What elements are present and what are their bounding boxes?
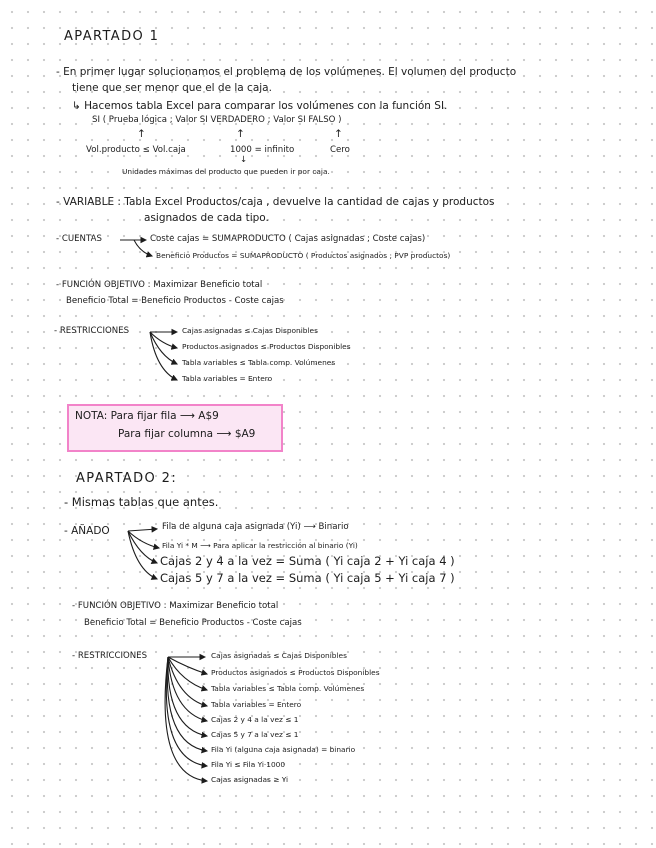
funcion-objetivo-1: - FUNCIÓN OBJETIVO : Maximizar Beneficio total: [56, 280, 263, 290]
coste-cajas: Coste cajas = SUMAPRODUCTO ( Cajas asignadas ; Coste cajas): [150, 234, 426, 244]
restriccion-1-2: Productos asignados ≤ Productos Disponibles: [182, 342, 351, 351]
restriccion-2-1: Cajas asignadas ≤ Cajas Disponibles: [211, 651, 347, 660]
nota-line-2: Para fijar columna ⟶ $A9: [118, 428, 256, 440]
restricciones-label-1: - RESTRICCIONES: [54, 326, 130, 336]
restriccion-2-7: Fila Yi (alguna caja asignada) = binario: [211, 745, 356, 754]
beneficio-productos: Beneficio Productos = SUMAPRODUCTO ( Productos asignados ; PVP productos): [156, 251, 451, 260]
restr2-arrow-6: [168, 657, 207, 736]
variable-line-1: - VARIABLE : Tabla Excel Productos/caja , devuelve la cantidad de cajas y productos: [56, 196, 495, 208]
restriccion-2-8: Fila Yi ≤ Fila Yi·1000: [211, 760, 286, 769]
anado-3: Cajas 2 y 4 a la vez = Suma ( Yi caja 2 + Yi caja 4 ): [160, 554, 455, 568]
restriccion-2-5: Cajas 2 y 4 a la vez ≤ 1: [211, 715, 299, 724]
unidades-line: Unidades máximas del producto que pueden ir por caja.: [122, 167, 330, 176]
apartado1-title: APARTADO 1: [64, 29, 160, 44]
anado-2: Fila Yi * M ⟶ Para aplicar la restricción al binario (Yi): [162, 541, 358, 550]
funcion-objetivo-2: - FUNCIÓN OBJETIVO : Maximizar Beneficio total: [72, 601, 279, 611]
restriccion-2-4: Tabla variables = Entero: [211, 700, 302, 709]
anado-4: Cajas 5 y 7 a la vez = Suma ( Yi caja 5 + Yi caja 7 ): [160, 571, 455, 585]
restriccion-2-6: Cajas 5 y 7 a la vez ≤ 1: [211, 730, 299, 739]
intro-line-1: - En primer lugar solucionamos el problema de los volúmenes. El volumen del producto: [56, 66, 517, 78]
restriccion-1-4: Tabla variables = Entero: [182, 374, 273, 383]
nota-line-1: NOTA: Para fijar fila ⟶ A$9: [75, 410, 219, 422]
anado-arrow-1: [128, 529, 157, 531]
variable-line-2: asignados de cada tipo.: [144, 212, 269, 224]
restricciones-label-2: - RESTRICCIONES: [72, 651, 148, 661]
arrow-up-true: ↑: [236, 128, 245, 140]
si-formula: SI ( Prueba lógica ; Valor SI VERDADERO ; Valor SI FALSO ): [92, 115, 342, 125]
restriccion-2-2: Productos asignados ≤ Productos Disponibles: [211, 668, 380, 677]
cuentas-label: - CUENTAS: [56, 234, 102, 244]
restriccion-1-3: Tabla variables ≤ Tabla comp. Volúmenes: [182, 358, 336, 367]
restr2-arrow-4: [168, 657, 207, 706]
beneficio-total-1: Beneficio Total = Beneficio Productos - Coste cajas: [66, 296, 284, 306]
restr1-arrow-4: [150, 332, 177, 380]
arrow-up-false: ↑: [334, 128, 343, 140]
anado-1: Fila de alguna caja asignada (Yi) ⟶ Binario: [162, 522, 349, 532]
arrow-up-condition: ↑: [137, 128, 146, 140]
beneficio-total-2: Beneficio Total = Beneficio Productos - Coste cajas: [84, 618, 302, 628]
vol-true: 1000 = infinito: [230, 145, 295, 155]
vol-condition: Vol.producto ≤ Vol.caja: [86, 145, 186, 155]
arrow-down-unidades: ↓: [240, 155, 248, 165]
vol-false: Cero: [330, 145, 350, 155]
intro-line-2: tiene que ser menor que el de la caja.: [72, 82, 272, 94]
mismas-tablas: - Mismas tablas que antes.: [64, 495, 219, 509]
restriccion-2-9: Cajas asignadas ≥ Yi: [211, 775, 289, 784]
apartado2-title: APARTADO 2:: [76, 471, 178, 486]
anado-label: - AÑADO: [64, 525, 110, 537]
restriccion-2-3: Tabla variables ≤ Tabla comp. Volúmenes: [211, 684, 365, 693]
tabla-line: ↳ Hacemos tabla Excel para comparar los volúmenes con la función SI.: [72, 100, 448, 112]
restriccion-1-1: Cajas asignadas ≤ Cajas Disponibles: [182, 326, 318, 335]
